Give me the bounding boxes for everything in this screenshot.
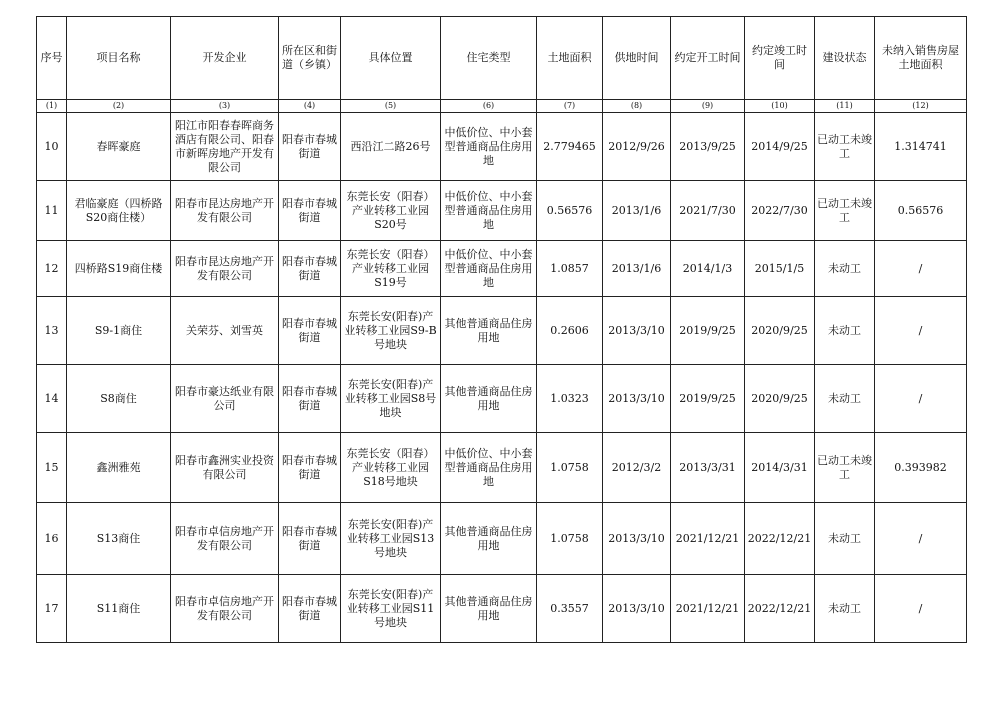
finish-date: 2014/9/25 (745, 113, 815, 181)
finish-date: 2015/1/5 (745, 241, 815, 297)
developer: 阳春市豪达纸业有限公司 (171, 365, 279, 433)
project-name: S9-1商住 (67, 297, 171, 365)
land-area: 2.779465 (537, 113, 603, 181)
row-number: 12 (37, 241, 67, 297)
build-status: 已动工未竣工 (815, 113, 875, 181)
header-cell: 住宅类型 (441, 17, 537, 100)
project-name: 春晖豪庭 (67, 113, 171, 181)
unsold-area: / (875, 575, 967, 643)
location: 东莞长安(阳春)产业转移工业园S8号地块 (341, 365, 441, 433)
header-cell: 建设状态 (815, 17, 875, 100)
supply-date: 2012/9/26 (603, 113, 671, 181)
district: 阳春市春城街道 (279, 113, 341, 181)
column-index: (11) (815, 100, 875, 113)
housing-type: 中低价位、中小套型普通商品住房用地 (441, 241, 537, 297)
housing-type: 其他普通商品住房用地 (441, 503, 537, 575)
finish-date: 2022/12/21 (745, 575, 815, 643)
developer: 阳春市卓信房地产开发有限公司 (171, 575, 279, 643)
finish-date: 2022/12/21 (745, 503, 815, 575)
build-status: 未动工 (815, 575, 875, 643)
land-area: 1.0857 (537, 241, 603, 297)
land-area: 1.0758 (537, 433, 603, 503)
table-row (37, 181, 967, 241)
column-index: (3) (171, 100, 279, 113)
location: 东莞长安(阳春)产业转移工业园S13号地块 (341, 503, 441, 575)
header-cell: 所在区和街道（乡镇） (279, 17, 341, 100)
header-cell: 具体位置 (341, 17, 441, 100)
build-status: 已动工未竣工 (815, 433, 875, 503)
column-index: (1) (37, 100, 67, 113)
district: 阳春市春城街道 (279, 503, 341, 575)
developer: 阳春市昆达房地产开发有限公司 (171, 181, 279, 241)
row-number: 17 (37, 575, 67, 643)
table-row (37, 241, 967, 297)
row-number: 10 (37, 113, 67, 181)
start-date: 2019/9/25 (671, 297, 745, 365)
unsold-area: 0.393982 (875, 433, 967, 503)
land-area: 1.0758 (537, 503, 603, 575)
land-supply-table (36, 16, 967, 643)
start-date: 2013/9/25 (671, 113, 745, 181)
start-date: 2019/9/25 (671, 365, 745, 433)
unsold-area: / (875, 365, 967, 433)
row-number: 16 (37, 503, 67, 575)
land-area: 0.2606 (537, 297, 603, 365)
row-number: 14 (37, 365, 67, 433)
header-cell: 约定竣工时间 (745, 17, 815, 100)
table-row (37, 113, 967, 181)
start-date: 2021/12/21 (671, 575, 745, 643)
table-row (37, 575, 967, 643)
build-status: 未动工 (815, 241, 875, 297)
table-row (37, 503, 967, 575)
supply-date: 2013/3/10 (603, 575, 671, 643)
land-area: 0.56576 (537, 181, 603, 241)
column-index: (6) (441, 100, 537, 113)
column-index: (12) (875, 100, 967, 113)
district: 阳春市春城街道 (279, 241, 341, 297)
supply-date: 2013/3/10 (603, 503, 671, 575)
unsold-area: / (875, 503, 967, 575)
unsold-area: / (875, 297, 967, 365)
start-date: 2021/12/21 (671, 503, 745, 575)
supply-date: 2012/3/2 (603, 433, 671, 503)
unsold-area: / (875, 241, 967, 297)
developer: 阳春市卓信房地产开发有限公司 (171, 503, 279, 575)
project-name: S8商住 (67, 365, 171, 433)
header-cell: 序号 (37, 17, 67, 100)
developer: 阳春市鑫洲实业投资有限公司 (171, 433, 279, 503)
location: 东莞长安(阳春)产业转移工业园S11号地块 (341, 575, 441, 643)
district: 阳春市春城街道 (279, 433, 341, 503)
developer: 阳江市阳春春晖商务酒店有限公司、阳春市新晖房地产开发有限公司 (171, 113, 279, 181)
header-cell: 项目名称 (67, 17, 171, 100)
finish-date: 2020/9/25 (745, 297, 815, 365)
project-name: S13商住 (67, 503, 171, 575)
column-index: (7) (537, 100, 603, 113)
table-row (37, 365, 967, 433)
build-status: 已动工未竣工 (815, 181, 875, 241)
location: 西沿江二路26号 (341, 113, 441, 181)
column-index: (5) (341, 100, 441, 113)
supply-date: 2013/1/6 (603, 241, 671, 297)
location: 东莞长安(阳春)产业转移工业园S9-B号地块 (341, 297, 441, 365)
column-index: (9) (671, 100, 745, 113)
location: 东莞长安（阳春）产业转移工业园S20号 (341, 181, 441, 241)
district: 阳春市春城街道 (279, 297, 341, 365)
land-area: 0.3557 (537, 575, 603, 643)
housing-type: 中低价位、中小套型普通商品住房用地 (441, 433, 537, 503)
location: 东莞长安（阳春）产业转移工业园S19号 (341, 241, 441, 297)
supply-date: 2013/3/10 (603, 297, 671, 365)
start-date: 2014/1/3 (671, 241, 745, 297)
district: 阳春市春城街道 (279, 575, 341, 643)
header-cell: 约定开工时间 (671, 17, 745, 100)
header-cell: 未纳入销售房屋土地面积 (875, 17, 967, 100)
row-number: 13 (37, 297, 67, 365)
project-name: 鑫洲雅苑 (67, 433, 171, 503)
finish-date: 2014/3/31 (745, 433, 815, 503)
project-name: 四桥路S19商住楼 (67, 241, 171, 297)
district: 阳春市春城街道 (279, 181, 341, 241)
row-number: 11 (37, 181, 67, 241)
housing-type: 中低价位、中小套型普通商品住房用地 (441, 181, 537, 241)
header-cell: 土地面积 (537, 17, 603, 100)
table-row (37, 297, 967, 365)
unsold-area: 0.56576 (875, 181, 967, 241)
housing-type: 其他普通商品住房用地 (441, 575, 537, 643)
finish-date: 2022/7/30 (745, 181, 815, 241)
start-date: 2021/7/30 (671, 181, 745, 241)
column-index: (8) (603, 100, 671, 113)
header-cell: 开发企业 (171, 17, 279, 100)
supply-date: 2013/1/6 (603, 181, 671, 241)
district: 阳春市春城街道 (279, 365, 341, 433)
project-name: S11商住 (67, 575, 171, 643)
header-cell: 供地时间 (603, 17, 671, 100)
land-area: 1.0323 (537, 365, 603, 433)
row-number: 15 (37, 433, 67, 503)
table-row (37, 433, 967, 503)
build-status: 未动工 (815, 503, 875, 575)
column-index: (10) (745, 100, 815, 113)
build-status: 未动工 (815, 365, 875, 433)
project-name: 君临豪庭（四桥路S20商住楼） (67, 181, 171, 241)
developer: 阳春市昆达房地产开发有限公司 (171, 241, 279, 297)
housing-type: 其他普通商品住房用地 (441, 365, 537, 433)
housing-type: 其他普通商品住房用地 (441, 297, 537, 365)
unsold-area: 1.314741 (875, 113, 967, 181)
housing-type: 中低价位、中小套型普通商品住房用地 (441, 113, 537, 181)
column-index-row (37, 100, 967, 113)
supply-date: 2013/3/10 (603, 365, 671, 433)
header-row (37, 17, 967, 100)
start-date: 2013/3/31 (671, 433, 745, 503)
finish-date: 2020/9/25 (745, 365, 815, 433)
location: 东莞长安（阳春）产业转移工业园S18号地块 (341, 433, 441, 503)
developer: 关荣芬、刘雪英 (171, 297, 279, 365)
column-index: (2) (67, 100, 171, 113)
column-index: (4) (279, 100, 341, 113)
build-status: 未动工 (815, 297, 875, 365)
